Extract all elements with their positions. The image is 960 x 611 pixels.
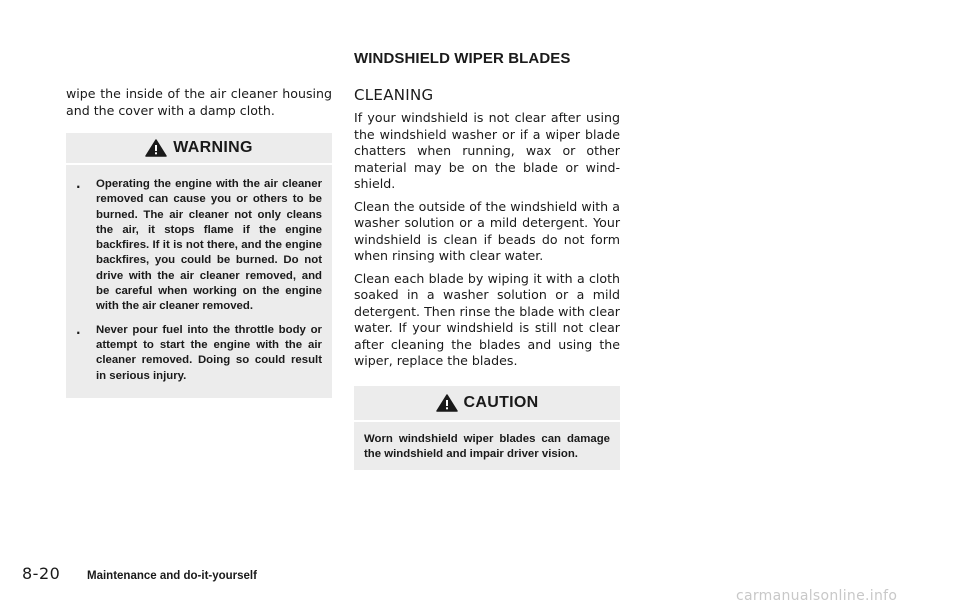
cleaning-paragraph: Clean each blade by wiping it with a cloth soaked in a washer solution or a mild detergent. Then rinse the blade with clear water. If your windshield is still not clear after cleaning the blades and using the wiper, replace the blades. [354, 270, 620, 368]
bullet-dot: . [76, 322, 81, 337]
warning-body [66, 165, 332, 398]
warning-box [66, 133, 332, 398]
bullet-dot: . [76, 177, 81, 191]
cleaning-heading: CLEANING [354, 86, 434, 104]
watermark: carmanualsonline.info [736, 588, 898, 604]
caution-box [354, 386, 620, 471]
cleaning-paragraph: Clean the outside of the windshield with a washer solution or a mild detergent. Your windshield is clean if beads do not form when rinsing with clear water. [354, 198, 620, 263]
warning-triangle-icon [436, 394, 458, 412]
chapter-title: Maintenance and do-it-yourself [87, 570, 257, 582]
caution-title: CAUTION [463, 393, 539, 411]
warning-title: WARNING [173, 139, 253, 156]
cleaning-paragraph: If your windshield is not clear after using the windshield washer or if a wiper blade chatters when running, wax or other material may be on the blade or wind-shield. [354, 110, 620, 191]
list-item [76, 323, 322, 384]
warning-item-text: Operating the engine with the air cleaner removed can cause you or others to be burned. The air cleaner not only cleans the air, it stops flame if the engine backfires. If it is not there, and the engine backfires, you could be burned. Do not drive with the air cleaner removed, and be careful when working on the engine with the air cleaner removed. [96, 178, 322, 313]
section-title: WINDSHIELD WIPER BLADES [354, 50, 571, 67]
warning-header [66, 133, 332, 165]
warning-item-text: Never pour fuel into the throttle body or attempt to start the engine with the air cleaner removed. Doing so could result in serious injury. [96, 323, 322, 382]
caution-body [354, 422, 620, 471]
page-number: 8-20 [22, 564, 61, 583]
left-column [66, 86, 332, 398]
warning-list [76, 177, 322, 384]
list-item [76, 177, 322, 315]
warning-triangle-icon [145, 139, 167, 157]
caution-header [354, 386, 620, 422]
caution-text: Worn windshield wiper blades can damage the windshield and impair driver vision. [364, 432, 610, 460]
intro-paragraph: wipe the inside of the air cleaner housing and the cover with a damp cloth. [66, 86, 332, 118]
right-column [354, 86, 620, 470]
